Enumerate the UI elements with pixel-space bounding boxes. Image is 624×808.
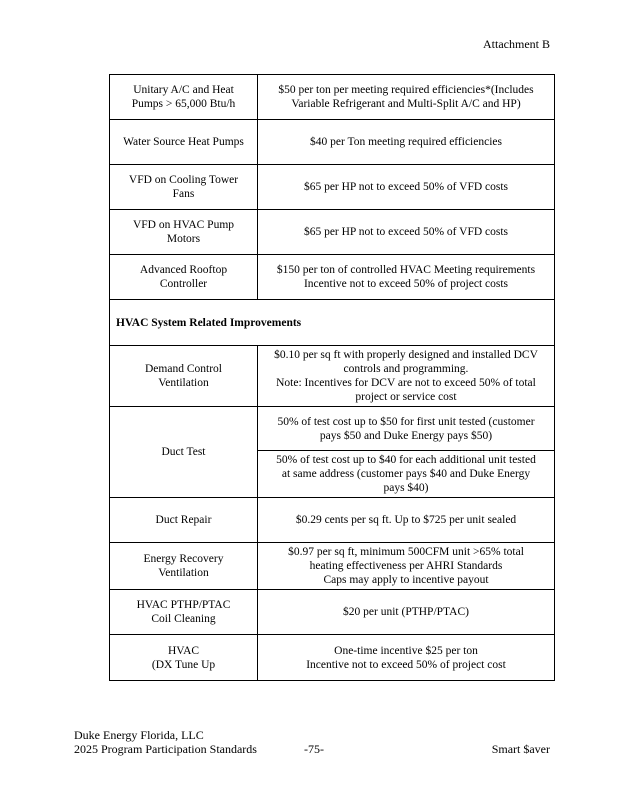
measure-cell: HVAC (DX Tune Up	[110, 635, 258, 681]
incentive-cell: $0.29 cents per sq ft. Up to $725 per unit sealed	[258, 498, 555, 543]
measure-cell: Duct Test	[110, 407, 258, 498]
measure-cell: Unitary A/C and Heat Pumps > 65,000 Btu/h	[110, 75, 258, 120]
incentive-cell: $0.97 per sq ft, minimum 500CFM unit >65% total heating effectiveness per AHRI Standards Caps may apply to incentive payout	[258, 543, 555, 590]
measure-cell: HVAC PTHP/PTAC Coil Cleaning	[110, 590, 258, 635]
table-row	[110, 635, 555, 681]
incentive-table	[109, 74, 555, 681]
measure-cell: Advanced Rooftop Controller	[110, 255, 258, 300]
table-row	[110, 210, 555, 255]
incentive-cell: $65 per HP not to exceed 50% of VFD costs	[258, 165, 555, 210]
table-row	[110, 407, 555, 451]
incentive-cell: One-time incentive $25 per ton Incentive not to exceed 50% of project cost	[258, 635, 555, 681]
attachment-label: Attachment B	[483, 37, 550, 51]
measure-cell: Energy Recovery Ventilation	[110, 543, 258, 590]
table-row	[110, 590, 555, 635]
incentive-cell: 50% of test cost up to $50 for first unit tested (customer pays $50 and Duke Energy pays $50)	[258, 407, 555, 451]
incentive-cell: $20 per unit (PTHP/PTAC)	[258, 590, 555, 635]
measure-cell: VFD on HVAC Pump Motors	[110, 210, 258, 255]
measure-cell: Duct Repair	[110, 498, 258, 543]
table-row	[110, 165, 555, 210]
measure-cell: Demand Control Ventilation	[110, 346, 258, 407]
table-row	[110, 346, 555, 407]
company-name: Duke Energy Florida, LLC	[74, 728, 204, 742]
incentive-cell: $40 per Ton meeting required efficiencies	[258, 120, 555, 165]
incentive-cell: $50 per ton per meeting required efficiencies*(Includes Variable Refrigerant and Multi-Split A/C and HP)	[258, 75, 555, 120]
footer-left	[74, 728, 294, 756]
incentive-cell: 50% of test cost up to $40 for each additional unit tested at same address (customer pays $40 and Duke Energy pays $40)	[258, 451, 555, 498]
program-name: Smart $aver	[491, 742, 550, 756]
table-row	[110, 498, 555, 543]
standards-title: 2025 Program Participation Standards	[74, 742, 257, 756]
measure-cell: VFD on Cooling Tower Fans	[110, 165, 258, 210]
table-row	[110, 543, 555, 590]
measure-cell: Water Source Heat Pumps	[110, 120, 258, 165]
incentive-cell: $65 per HP not to exceed 50% of VFD costs	[258, 210, 555, 255]
incentive-cell: $150 per ton of controlled HVAC Meeting requirements Incentive not to exceed 50% of project costs	[258, 255, 555, 300]
table-row	[110, 120, 555, 165]
section-header-row	[110, 300, 555, 346]
section-title: HVAC System Related Improvements	[110, 300, 555, 346]
table-row	[110, 255, 555, 300]
incentive-cell: $0.10 per sq ft with properly designed and installed DCV controls and programming. Note: Incentives for DCV are not to exceed 50% of total project or service cost	[258, 346, 555, 407]
table-row	[110, 75, 555, 120]
page-number: -75-	[304, 742, 324, 756]
